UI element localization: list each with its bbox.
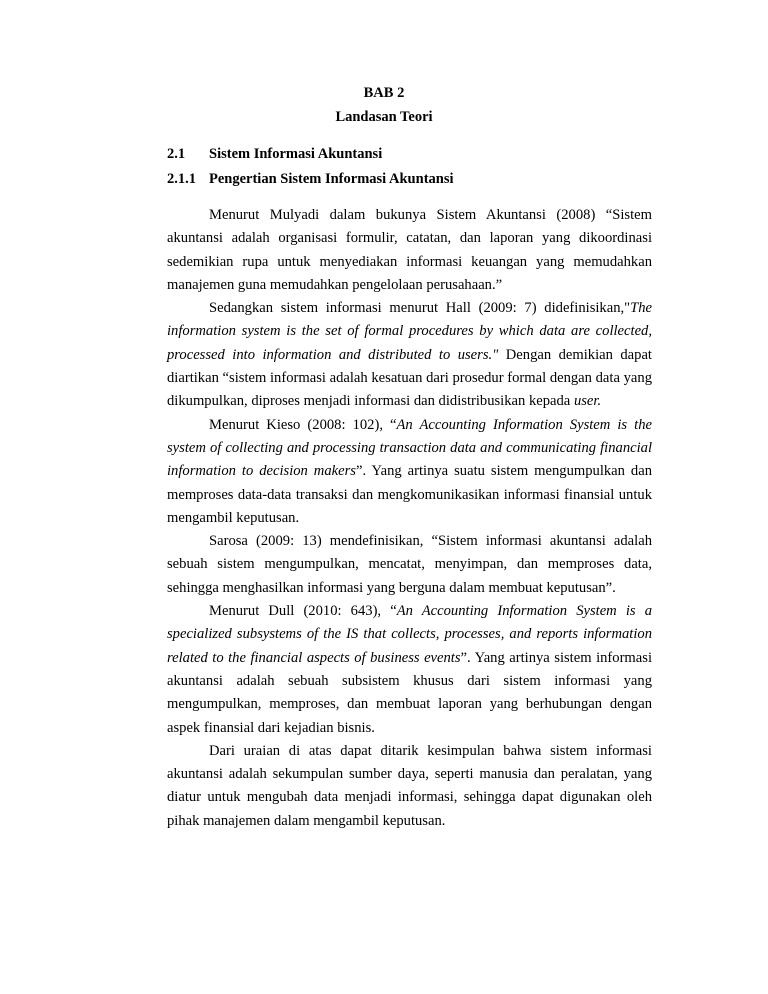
subsection-number: 2.1.1	[167, 171, 196, 187]
paragraph	[167, 414, 652, 530]
text-run: Sarosa (2009: 13) mendefinisikan, “Sistem informasi akuntansi adalah sebuah sistem mengumpulkan, mencatat, menyimpan, dan memproses data, sehingga menghasilkan informasi yang berguna dalam membuat keputusan”.	[167, 533, 652, 596]
italic-quote: user.	[573, 393, 602, 410]
text-run: Menurut Mulyadi dalam bukunya Sistem Akuntansi (2008) “Sistem akuntansi adalah organisasi formulir, catatan, dan laporan yang dikoordinasi sedemikian rupa untuk menyediakan informasi keuangan yang memudahkan manajemen guna memudahkan pengelolaan perusahaan.”	[167, 207, 652, 293]
italic-quote: The information system is the set of formal procedures by which data are collected, processed into information and distributed to users."	[167, 300, 652, 363]
text-run: Dengan demikian dapat diartikan “sistem informasi adalah kesatuan dari prosedur formal dengan data yang dikumpulkan, diproses menjadi informasi dan didistribusikan kepada	[167, 346, 652, 410]
italic-quote: An Accounting Information System is a specialized subsystems of the IS that collects, processes, and reports information related to the financial aspects of business events	[167, 603, 653, 666]
text-run: ”. Yang artinya sistem informasi akuntansi adalah sebuah subsistem khusus dari sistem informasi yang mengumpulkan, memproses, dan membuat laporan yang berhubungan dengan aspek finansial dari kejadian bisnis.	[167, 649, 652, 736]
text-run: Dari uraian di atas dapat ditarik kesimpulan bahwa sistem informasi akuntansi adalah sekumpulan sumber daya, seperti manusia dan peralatan, yang diatur untuk mengubah data menjadi informasi, sehingga dapat digunakan oleh pihak manajemen dalam mengambil keputusan.	[167, 742, 652, 829]
paragraph	[167, 530, 652, 600]
subsection-title: Pengertian Sistem Informasi Akuntansi	[209, 171, 454, 187]
subsection-heading	[167, 171, 454, 188]
section-title: Sistem Informasi Akuntansi	[209, 146, 383, 162]
body-text	[167, 204, 652, 833]
paragraph	[167, 600, 652, 740]
text-run: Menurut Dull (2010: 643), “	[209, 603, 397, 620]
paragraph	[167, 297, 652, 413]
text-run: Sedangkan sistem informasi menurut Hall (2009: 7) didefinisikan,"	[209, 300, 631, 317]
chapter-label: BAB 2	[363, 85, 405, 101]
italic-quote: An Accounting Information System is the system of collecting and processing transaction data and communicating financial information to decision makers	[167, 416, 652, 480]
section-number: 2.1	[167, 146, 186, 162]
section-heading	[167, 146, 382, 163]
text-run: ”. Yang artinya suatu sistem mengumpulkan dan memproses data-data transaksi dan mengkomunikasikan informasi finansial untuk mengambil keputusan.	[167, 463, 652, 526]
paragraph	[167, 204, 652, 297]
chapter-title: Landasan Teori	[335, 109, 433, 125]
paragraph	[167, 740, 652, 833]
text-run: Menurut Kieso (2008: 102), “	[209, 416, 397, 433]
